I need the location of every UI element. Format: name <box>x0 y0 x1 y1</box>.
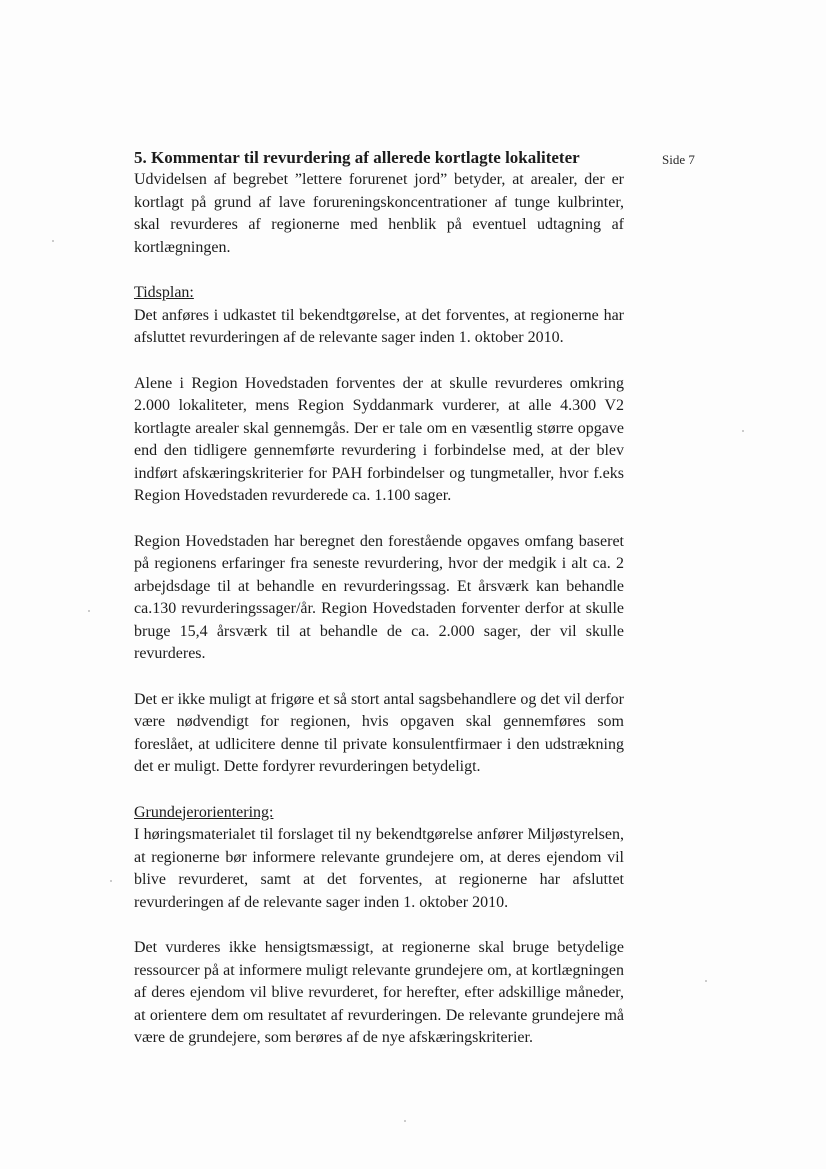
tidsplan-paragraph-1: Det anføres i udkastet til bekendtgørelse, at det forventes, at regionerne har afsluttet revurderingen af de relevante sager inden 1. oktober 2010. <box>134 306 624 346</box>
scan-speckle <box>742 430 744 432</box>
tidsplan-paragraph-2: Alene i Region Hovedstaden forventes der at skulle revurderes omkring 2.000 lokaliteter, mens Region Syddanmark vurderer, at alle 4.300 V2 kortlagte arealer skal gennemgås. Der er tale om en væsentlig større opgave end den tidligere gennemførte revurdering i forbindelse med, at der blev indført afskæringskriterier for PAH forbindelser og tungmetaller, hvor f.eks Region Hovedstaden revurderede ca. 1.100 sager. <box>134 374 624 504</box>
scan-speckle <box>88 610 90 612</box>
scan-speckle <box>404 1120 406 1122</box>
page-content <box>134 147 624 1050</box>
section-intro-paragraph: Udvidelsen af begrebet ”lettere forurenet jord” betyder, at arealer, der er kortlagt på grund af lave forureningskoncentrationer af tunge kulbrinter, skal revurderes af regionerne med henblik på eventuel udtagning af kortlægningen. <box>134 171 624 256</box>
grundejer-heading: Grundejerorientering: <box>134 803 274 821</box>
page-number: Side 7 <box>662 152 695 167</box>
tidsplan-paragraph-3: Region Hovedstaden har beregnet den forestående opgaves omfang baseret på regionens erfaringer fra seneste revurdering, hvor der medgik i alt ca. 2 arbejdsdage til at behandle en revurderingssag. Et årsværk kan behandle ca.130 revurderingssager/år. Region Hovedstaden forventer derfor at skulle bruge 15,4 årsværk til at behandle de ca. 2.000 sager, der vil skulle revurderes. <box>134 532 624 662</box>
grundejer-paragraph-2: Det vurderes ikke hensigtsmæssigt, at regionerne skal bruge betydelige ressourcer på at informere muligt relevante grundejere om, at kortlægningen af deres ejendom vil blive revurderet, for herefter, efter adskillige måneder, at orientere dem om resultatet af revurderingen. De relevante grundejere må være de grundejere, som berøres af de nye afskæringskriterier. <box>134 939 624 1046</box>
scan-speckle <box>110 880 112 882</box>
tidsplan-paragraph-4: Det er ikke muligt at frigøre et så stort antal sagsbehandlere og det vil derfor være nødvendigt for regionen, hvis opgaven skal gennemføres som foreslået, at udlicitere denne til private konsulentfirmaer i den udstrækning det er muligt. Dette fordyrer revurderingen betydeligt. <box>134 690 624 775</box>
section-heading: 5. Kommentar til revurdering af allerede kortlagte lokaliteter <box>134 148 580 167</box>
tidsplan-heading: Tidsplan: <box>134 284 194 301</box>
grundejer-paragraph-1: I høringsmaterialet til forslaget til ny bekendtgørelse anfører Miljøstyrelsen, at regionerne bør informere relevante grundejere om, at deres ejendom vil blive revurderet, samt at det forventes, at regionerne har afsluttet revurderingen af de relevante sager inden 1. oktober 2010. <box>134 826 624 911</box>
scan-speckle <box>52 240 54 242</box>
scan-speckle <box>705 980 707 982</box>
